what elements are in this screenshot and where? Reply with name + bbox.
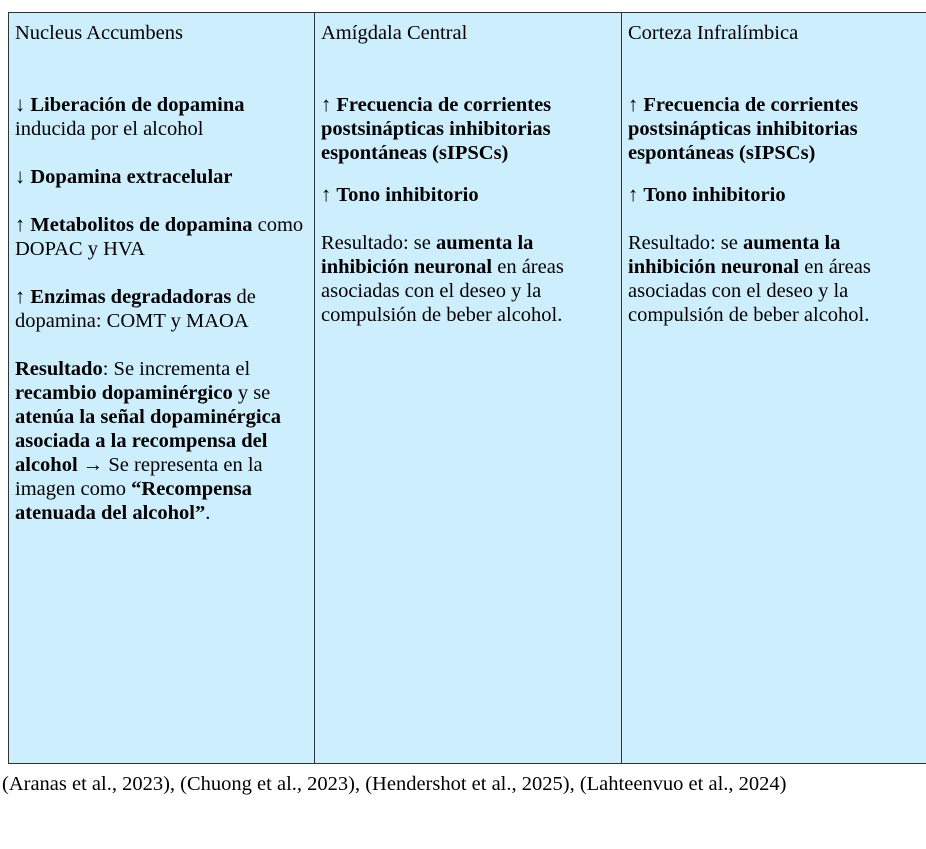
nac-item-enzymes: ↑ Enzimas degradadoras de dopamina: COMT y MAOA [15,286,256,332]
cell-nucleus-accumbens [9,13,315,764]
table-row [9,13,926,764]
nac-item-dopamine-release: ↓ Liberación de dopamina inducida por el alcohol [15,94,245,140]
up-arrow-icon: ↑ [321,94,332,116]
up-arrow-icon: ↑ [628,184,639,206]
references-citation: (Aranas et al., 2023), (Chuong et al., 2023), (Hendershot et al., 2025), (Lahteenvuo et al., 2024) [2,773,787,795]
up-arrow-icon: ↑ [15,214,26,236]
nac-result: Resultado: Se incrementa el recambio dopaminérgico y se atenúa la señal dopaminérgica asociada a la recompensa del alcohol → Se representa en la imagen como “Recompensa atenuada del alcohol”. [15,358,281,524]
amy-item-inhibitory-tone: ↑ Tono inhibitorio [321,184,479,206]
up-arrow-icon: ↑ [321,184,332,206]
il-result: Resultado: se aumenta la inhibición neuronal en áreas asociadas con el deseo y la compulsión de beber alcohol. [628,232,871,326]
amy-item-sipscs: ↑ Frecuencia de corrientes postsinápticas inhibitorias espontáneas (sIPSCs) [321,94,552,164]
il-item-sipscs: ↑ Frecuencia de corrientes postsinápticas inhibitorias espontáneas (sIPSCs) [628,94,859,164]
down-arrow-icon: ↓ [15,166,26,188]
nac-item-metabolites: ↑ Metabolitos de dopamina como DOPAC y HVA [15,214,304,260]
nac-item-extracellular-dopamine: ↓ Dopamina extracelular [15,166,233,188]
column-title-nucleus-accumbens: Nucleus Accumbens [15,22,183,44]
findings-table [8,12,926,764]
cell-amigdala-central [315,13,622,764]
amy-result: Resultado: se aumenta la inhibición neuronal en áreas asociadas con el deseo y la compulsión de beber alcohol. [321,232,564,326]
column-title-amigdala-central: Amígdala Central [321,22,468,44]
column-title-corteza-infralimbica: Corteza Infralímbica [628,22,799,44]
cell-corteza-infralimbica [622,13,926,764]
up-arrow-icon: ↑ [15,286,26,308]
down-arrow-icon: ↓ [15,94,26,116]
il-item-inhibitory-tone: ↑ Tono inhibitorio [628,184,786,206]
up-arrow-icon: ↑ [628,94,639,116]
